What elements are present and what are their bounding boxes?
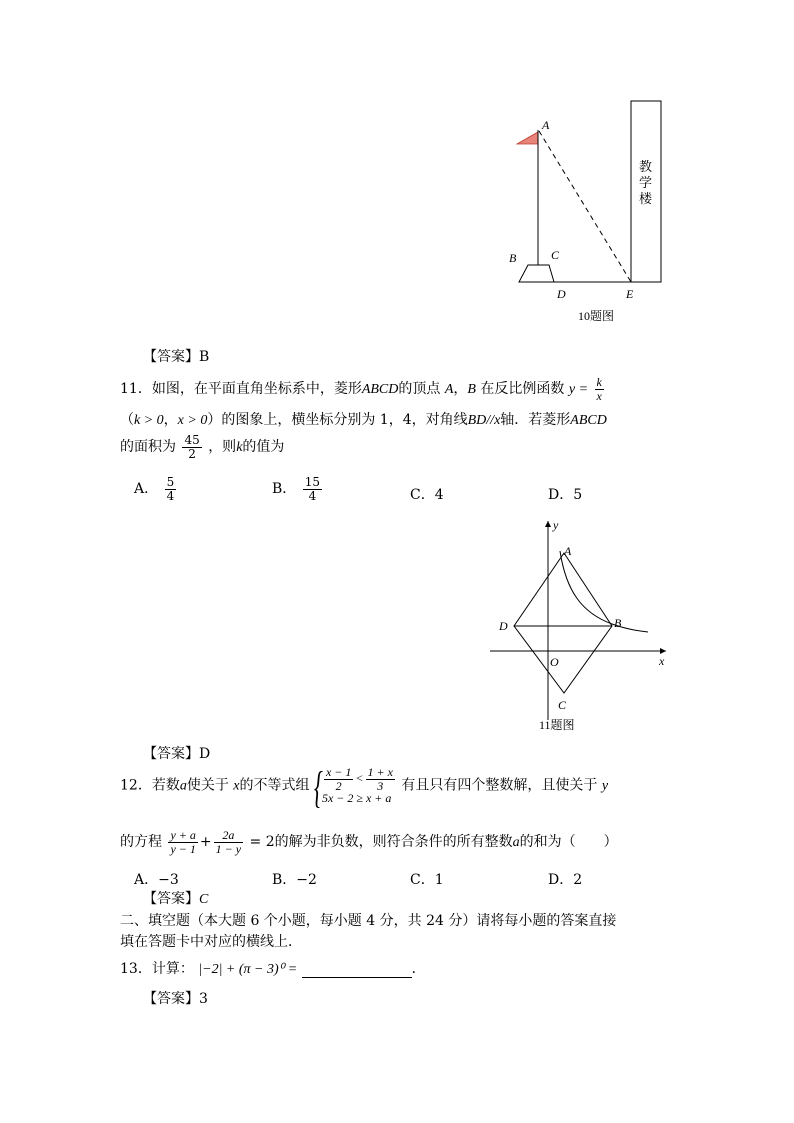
ineq-left-fraction xyxy=(324,766,353,792)
math-var: ABCD xyxy=(570,413,607,428)
denominator: 2 xyxy=(188,446,196,461)
figure-10 xyxy=(500,95,680,335)
text: 在反比例函数 xyxy=(480,381,565,398)
rhombus xyxy=(514,553,612,693)
label-O: O xyxy=(550,655,559,669)
func-lhs: y = xyxy=(568,382,589,398)
numerator: 5 xyxy=(166,475,175,489)
ineq-right-fraction xyxy=(366,766,395,792)
q12-line1 xyxy=(120,763,609,812)
inequality-system xyxy=(313,763,397,812)
label-E: E xyxy=(626,287,634,301)
numerator: x − 1 xyxy=(325,765,352,779)
denominator: y − 1 xyxy=(170,841,196,856)
label-B: B xyxy=(509,251,517,265)
label-y: y xyxy=(553,518,559,532)
figure-11 xyxy=(486,515,676,740)
math-var: B xyxy=(467,382,476,398)
answer-label: 【答案】 xyxy=(143,991,199,1007)
eq-rhs: = 2 xyxy=(249,834,275,851)
q13 xyxy=(120,958,426,978)
text: ， xyxy=(453,381,468,398)
area-fraction xyxy=(182,434,201,460)
inequality-2: 5x − 2 ≥ x + a xyxy=(321,791,392,806)
q11-option-b xyxy=(272,476,324,502)
option-label: B． xyxy=(272,481,297,498)
building-label-2: 学 xyxy=(639,175,653,190)
q12-option-a: A．−3 xyxy=(134,872,179,888)
question-number: 12． xyxy=(120,777,152,794)
numerator: k xyxy=(596,375,602,389)
q11-line3 xyxy=(120,434,284,460)
flag-base xyxy=(519,265,554,282)
numerator: 45 xyxy=(184,433,200,447)
func-fraction xyxy=(595,376,604,402)
math-var: A xyxy=(444,382,454,398)
hyperbola-curve xyxy=(560,551,648,632)
q11-line2 xyxy=(120,409,607,429)
question-number: 11． xyxy=(120,381,152,398)
answer-value: B xyxy=(199,349,210,365)
answer-10 xyxy=(143,346,209,366)
question-number: 13． xyxy=(120,961,152,977)
plus: + xyxy=(199,834,212,851)
denominator: 1 − y xyxy=(215,841,242,856)
answer-13 xyxy=(143,988,208,1008)
denominator: 2 xyxy=(335,778,342,793)
condition: k > 0 xyxy=(134,413,164,428)
text: 的顶点 xyxy=(398,381,441,398)
numerator: 1 + x xyxy=(367,765,393,779)
answer-label: 【答案】 xyxy=(143,891,199,907)
q12-line2 xyxy=(120,829,618,855)
math-var: x xyxy=(494,413,501,428)
math-var: k xyxy=(236,440,243,456)
numerator: y + a xyxy=(170,828,196,842)
label-D: D xyxy=(499,619,508,633)
text: 如图，在平面直角坐标系中，菱形 xyxy=(151,381,362,398)
math-var: a xyxy=(512,835,520,851)
answer-value: C xyxy=(199,892,209,907)
text: 轴．若菱形 xyxy=(500,412,571,428)
section-2-heading-line2: 填在答题卡中对应的横线上． xyxy=(120,934,302,950)
q11-line1 xyxy=(120,376,606,402)
label-A: A xyxy=(542,118,550,132)
label-C: C xyxy=(558,698,567,712)
label-C: C xyxy=(551,248,560,262)
building-label-3: 楼 xyxy=(639,191,653,206)
denominator: 3 xyxy=(377,778,384,793)
expression: |−2| + (π − 3)⁰ = xyxy=(198,962,298,977)
answer-blank[interactable] xyxy=(302,963,412,978)
text: 的和为（ ） xyxy=(519,834,618,851)
text: 有且只有四个整数解，且使关于 xyxy=(401,777,598,794)
brace: { xyxy=(313,763,323,812)
text: 的面积为 xyxy=(120,439,176,456)
eq-fraction-2 xyxy=(214,829,243,855)
option-fraction xyxy=(165,476,177,502)
answer-label: 【答案】 xyxy=(143,349,199,365)
label-x: x xyxy=(659,654,665,668)
building-label-1: 教 xyxy=(639,159,653,174)
math-var: x xyxy=(233,778,240,794)
label-B: B xyxy=(614,616,622,630)
label-A: A xyxy=(564,544,572,558)
text: （ xyxy=(120,412,134,428)
section-2-heading-line1: 二、填空题（本大题 6 个小题，每小题 4 分，共 24 分）请将每小题的答案直接 xyxy=(120,913,617,929)
q11-option-a xyxy=(134,476,178,502)
numerator: 2a xyxy=(214,829,243,843)
condition: x > 0 xyxy=(177,413,208,428)
denominator: 4 xyxy=(308,488,317,503)
answer-value: 3 xyxy=(199,991,208,1007)
eq-fraction-1 xyxy=(168,829,197,855)
option-label: A． xyxy=(134,481,159,498)
q12-option-d: D．2 xyxy=(548,872,583,888)
text: 的不等式组 xyxy=(239,777,310,794)
text: ，则 xyxy=(208,439,237,456)
label-D: D xyxy=(557,287,566,301)
option-fraction xyxy=(303,476,322,502)
q12-option-c: C．1 xyxy=(410,872,444,888)
q11-option-d: D．5 xyxy=(548,487,583,503)
text: 使关于 xyxy=(186,777,229,794)
parallel-symbol: // xyxy=(486,413,495,428)
text: 若数 xyxy=(151,777,180,794)
figure-caption: 10题图 xyxy=(578,309,615,323)
answer-11 xyxy=(143,743,210,763)
text: ， xyxy=(163,412,178,428)
inequality-1 xyxy=(322,766,397,792)
math-var: ABCD xyxy=(361,382,399,398)
math-var: BD xyxy=(467,413,487,428)
q11-option-c: C．4 xyxy=(410,487,444,503)
q12-option-b: B．−2 xyxy=(272,872,317,888)
denominator: x xyxy=(596,388,602,403)
text: 的方程 xyxy=(120,834,162,851)
figure-caption: 11题图 xyxy=(539,718,575,732)
answer-value: D xyxy=(199,746,211,762)
text: 计算： xyxy=(151,961,194,977)
text: ． xyxy=(411,961,426,977)
less-than: < xyxy=(355,770,364,785)
numerator: 15 xyxy=(304,475,321,489)
flag xyxy=(517,132,538,144)
denominator: 4 xyxy=(166,488,175,503)
text: 的解为非负数，则符合条件的所有整数 xyxy=(274,834,513,851)
math-var: y xyxy=(601,778,609,794)
math-var: a xyxy=(179,778,187,794)
answer-label: 【答案】 xyxy=(143,746,199,762)
answer-12 xyxy=(143,888,208,908)
text: 的值为 xyxy=(242,439,285,456)
text: ）的图象上，横坐标分别为 1，4，对角线 xyxy=(207,412,468,428)
